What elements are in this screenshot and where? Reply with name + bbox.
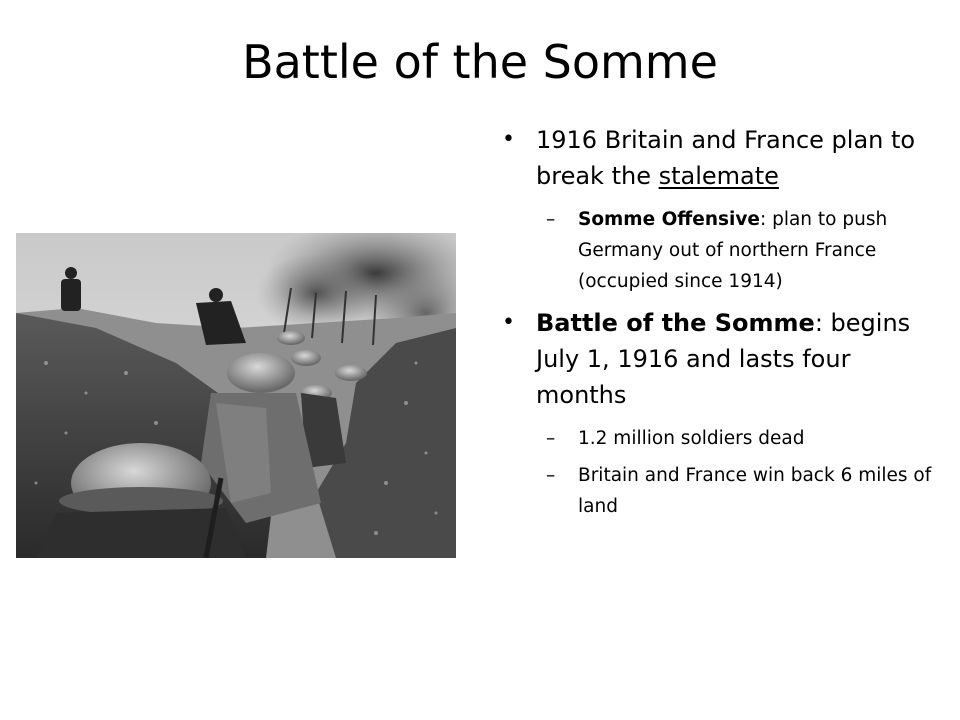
bullet-list <box>496 122 936 522</box>
dash-marker: – <box>546 465 556 486</box>
bullet-item-2 <box>496 305 936 413</box>
sub-item-2-1 <box>496 423 936 454</box>
bold-term: Somme Offensive <box>578 209 760 230</box>
sub-item-2-2 <box>496 460 936 522</box>
trench-photo <box>16 233 456 558</box>
dash-marker: – <box>546 428 556 449</box>
bold-term: Battle of the Somme <box>536 309 815 337</box>
sub-text: Britain and France win back 6 miles of land <box>578 465 932 517</box>
bullet-text: 1916 Britain and France plan to break the <box>536 126 916 190</box>
bullet-item-1 <box>496 122 936 194</box>
sub-text: : plan to push Germany out of northern France (occupied since 1914) <box>578 209 888 292</box>
underlined-term: stalemate <box>658 162 779 190</box>
dash-marker: – <box>546 209 556 230</box>
slide-title: Battle of the Somme <box>242 35 718 89</box>
bullet-text: : begins July 1, 1916 and lasts four months <box>536 309 911 409</box>
sub-text: 1.2 million soldiers dead <box>578 428 805 449</box>
trench-photo-image <box>16 233 456 558</box>
bullet-marker: • <box>502 127 515 152</box>
sub-item-1-1 <box>496 204 936 297</box>
bullet-marker: • <box>502 310 515 335</box>
